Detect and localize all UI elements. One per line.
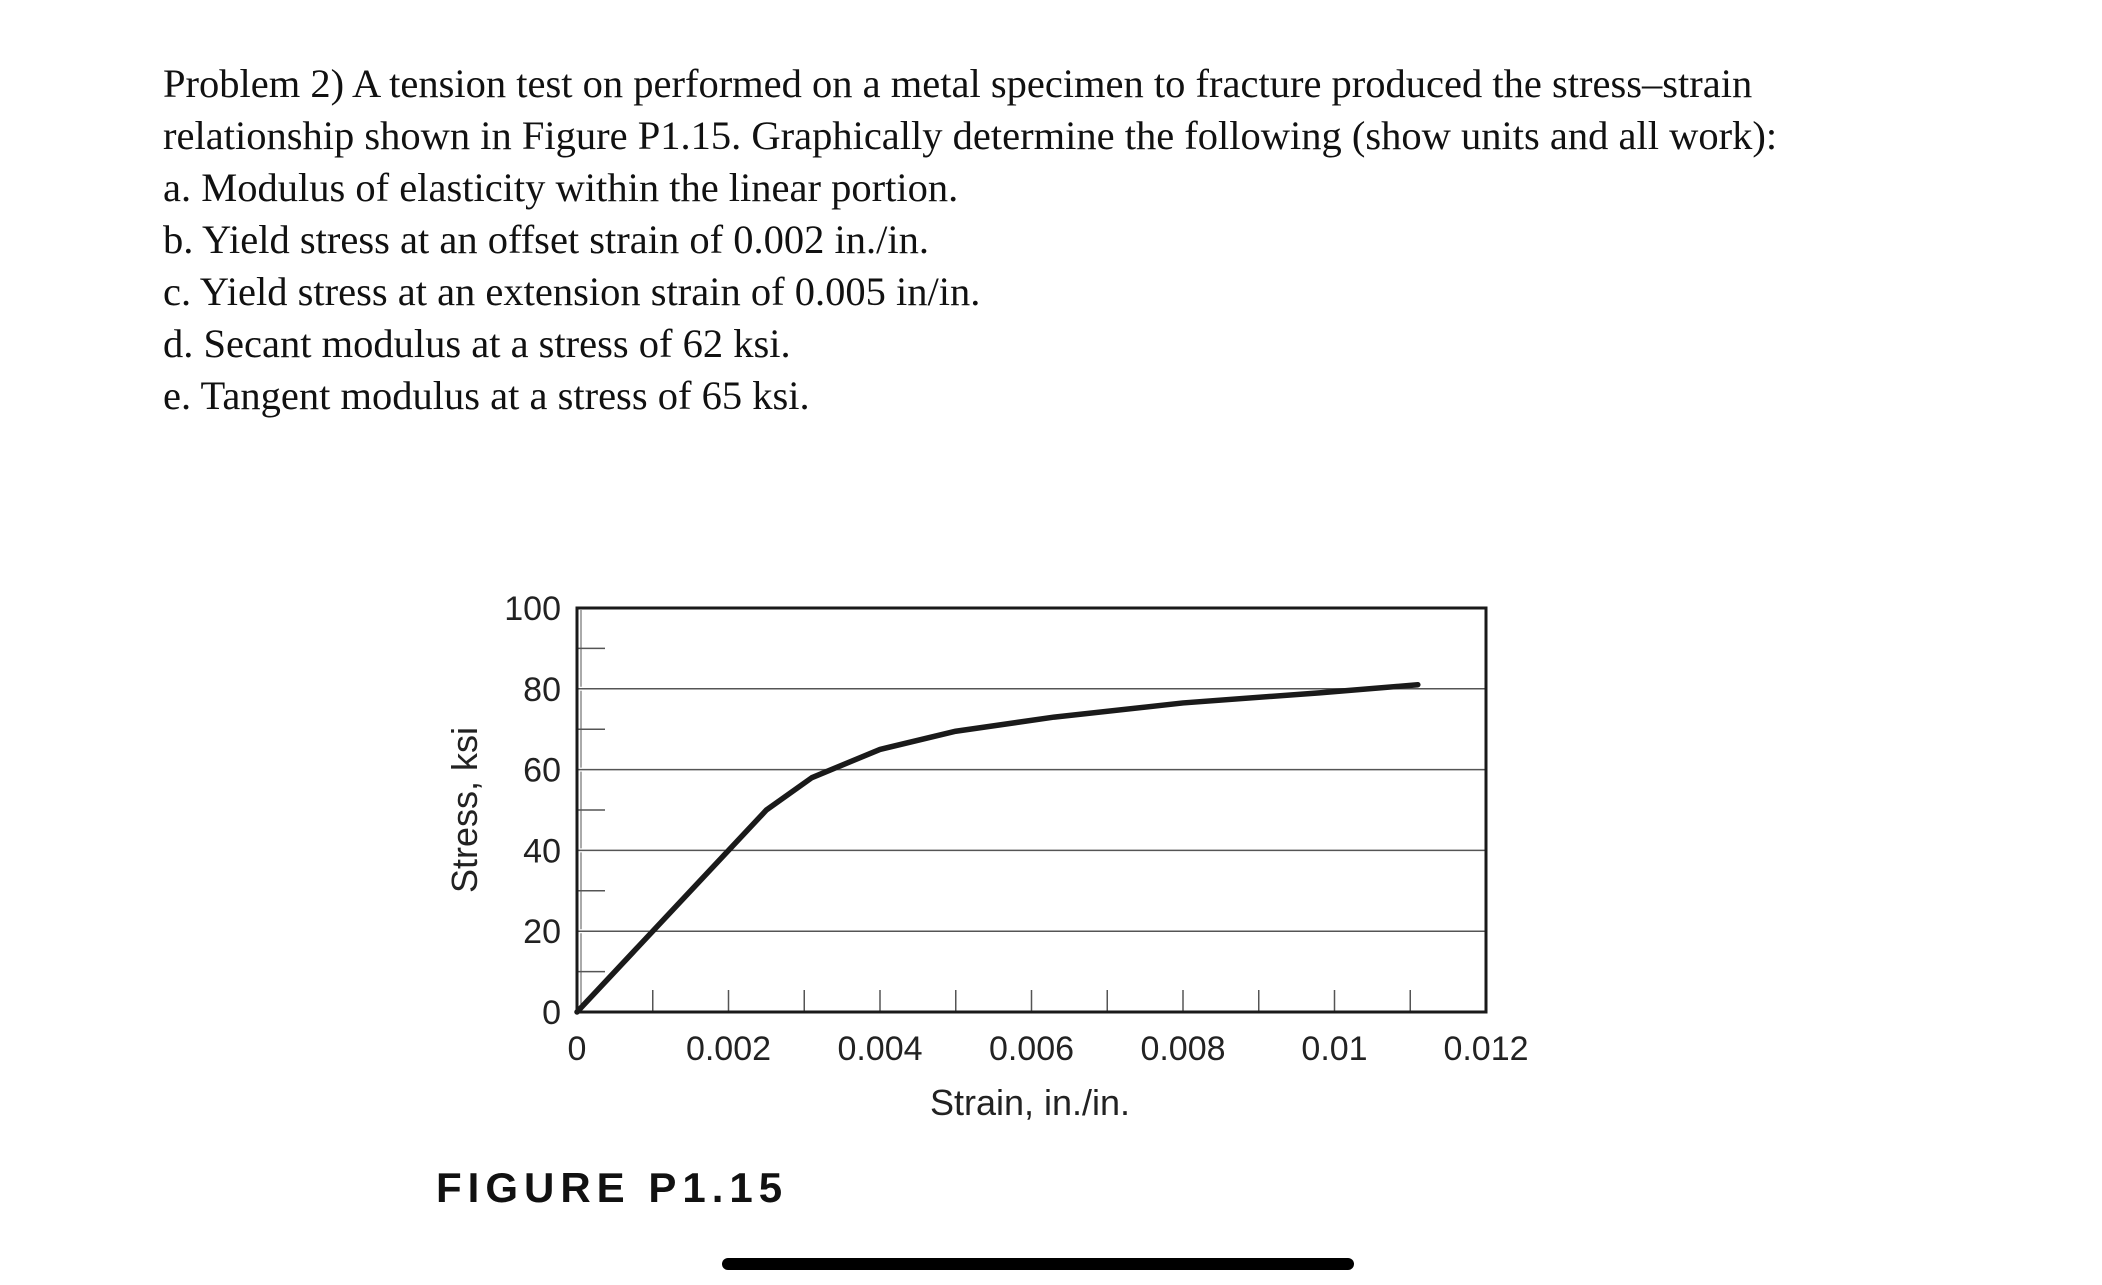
- y-tick-label: 60: [523, 751, 561, 790]
- y-tick-label: 80: [523, 670, 561, 709]
- x-tick-label: 0.012: [1443, 1030, 1529, 1068]
- y-tick-label: 100: [504, 590, 561, 628]
- x-tick-label: 0.006: [988, 1030, 1075, 1068]
- tick-layer: [577, 610, 1486, 1012]
- y-tick-label: 0: [542, 994, 561, 1032]
- x-tick-label: 0.01: [1301, 1030, 1368, 1068]
- problem-part-c: c. Yield stress at an extension strain of 0.005 in/in.: [163, 269, 981, 314]
- x-tick-label: 0.002: [685, 1030, 772, 1068]
- problem-intro-line-1: Problem 2) A tension test on performed on a metal specimen to fracture produced the stress–strain: [163, 61, 1753, 106]
- grid-layer: [577, 689, 1486, 931]
- figure-caption: FIGURE P1.15: [436, 1164, 789, 1211]
- problem-part-d: d. Secant modulus at a stress of 62 ksi.: [163, 321, 791, 366]
- x-tick-label: 0: [567, 1030, 587, 1068]
- label-layer: [504, 590, 1528, 1068]
- problem-part-e: e. Tangent modulus at a stress of 65 ksi.: [163, 373, 810, 418]
- problem-intro-line-2: relationship shown in Figure P1.15. Graphically determine the following (show units and all work):: [163, 113, 1778, 158]
- problem-part-b: b. Yield stress at an offset strain of 0.002 in./in.: [163, 217, 930, 262]
- y-tick-label: 40: [523, 832, 561, 871]
- plot-frame: [577, 608, 1486, 1012]
- x-tick-label: 0.008: [1140, 1030, 1226, 1068]
- series-layer: [577, 685, 1418, 1012]
- y-tick-label: 20: [523, 913, 561, 952]
- problem-part-a: a. Modulus of elasticity within the linear portion.: [163, 165, 959, 210]
- x-axis-title: Strain, in./in.: [929, 1082, 1131, 1123]
- stress-strain-curve: [577, 685, 1418, 1012]
- x-tick-label: 0.004: [837, 1030, 923, 1068]
- home-indicator-bar: [722, 1258, 1354, 1270]
- y-axis-title: Stress, ksi: [444, 726, 485, 894]
